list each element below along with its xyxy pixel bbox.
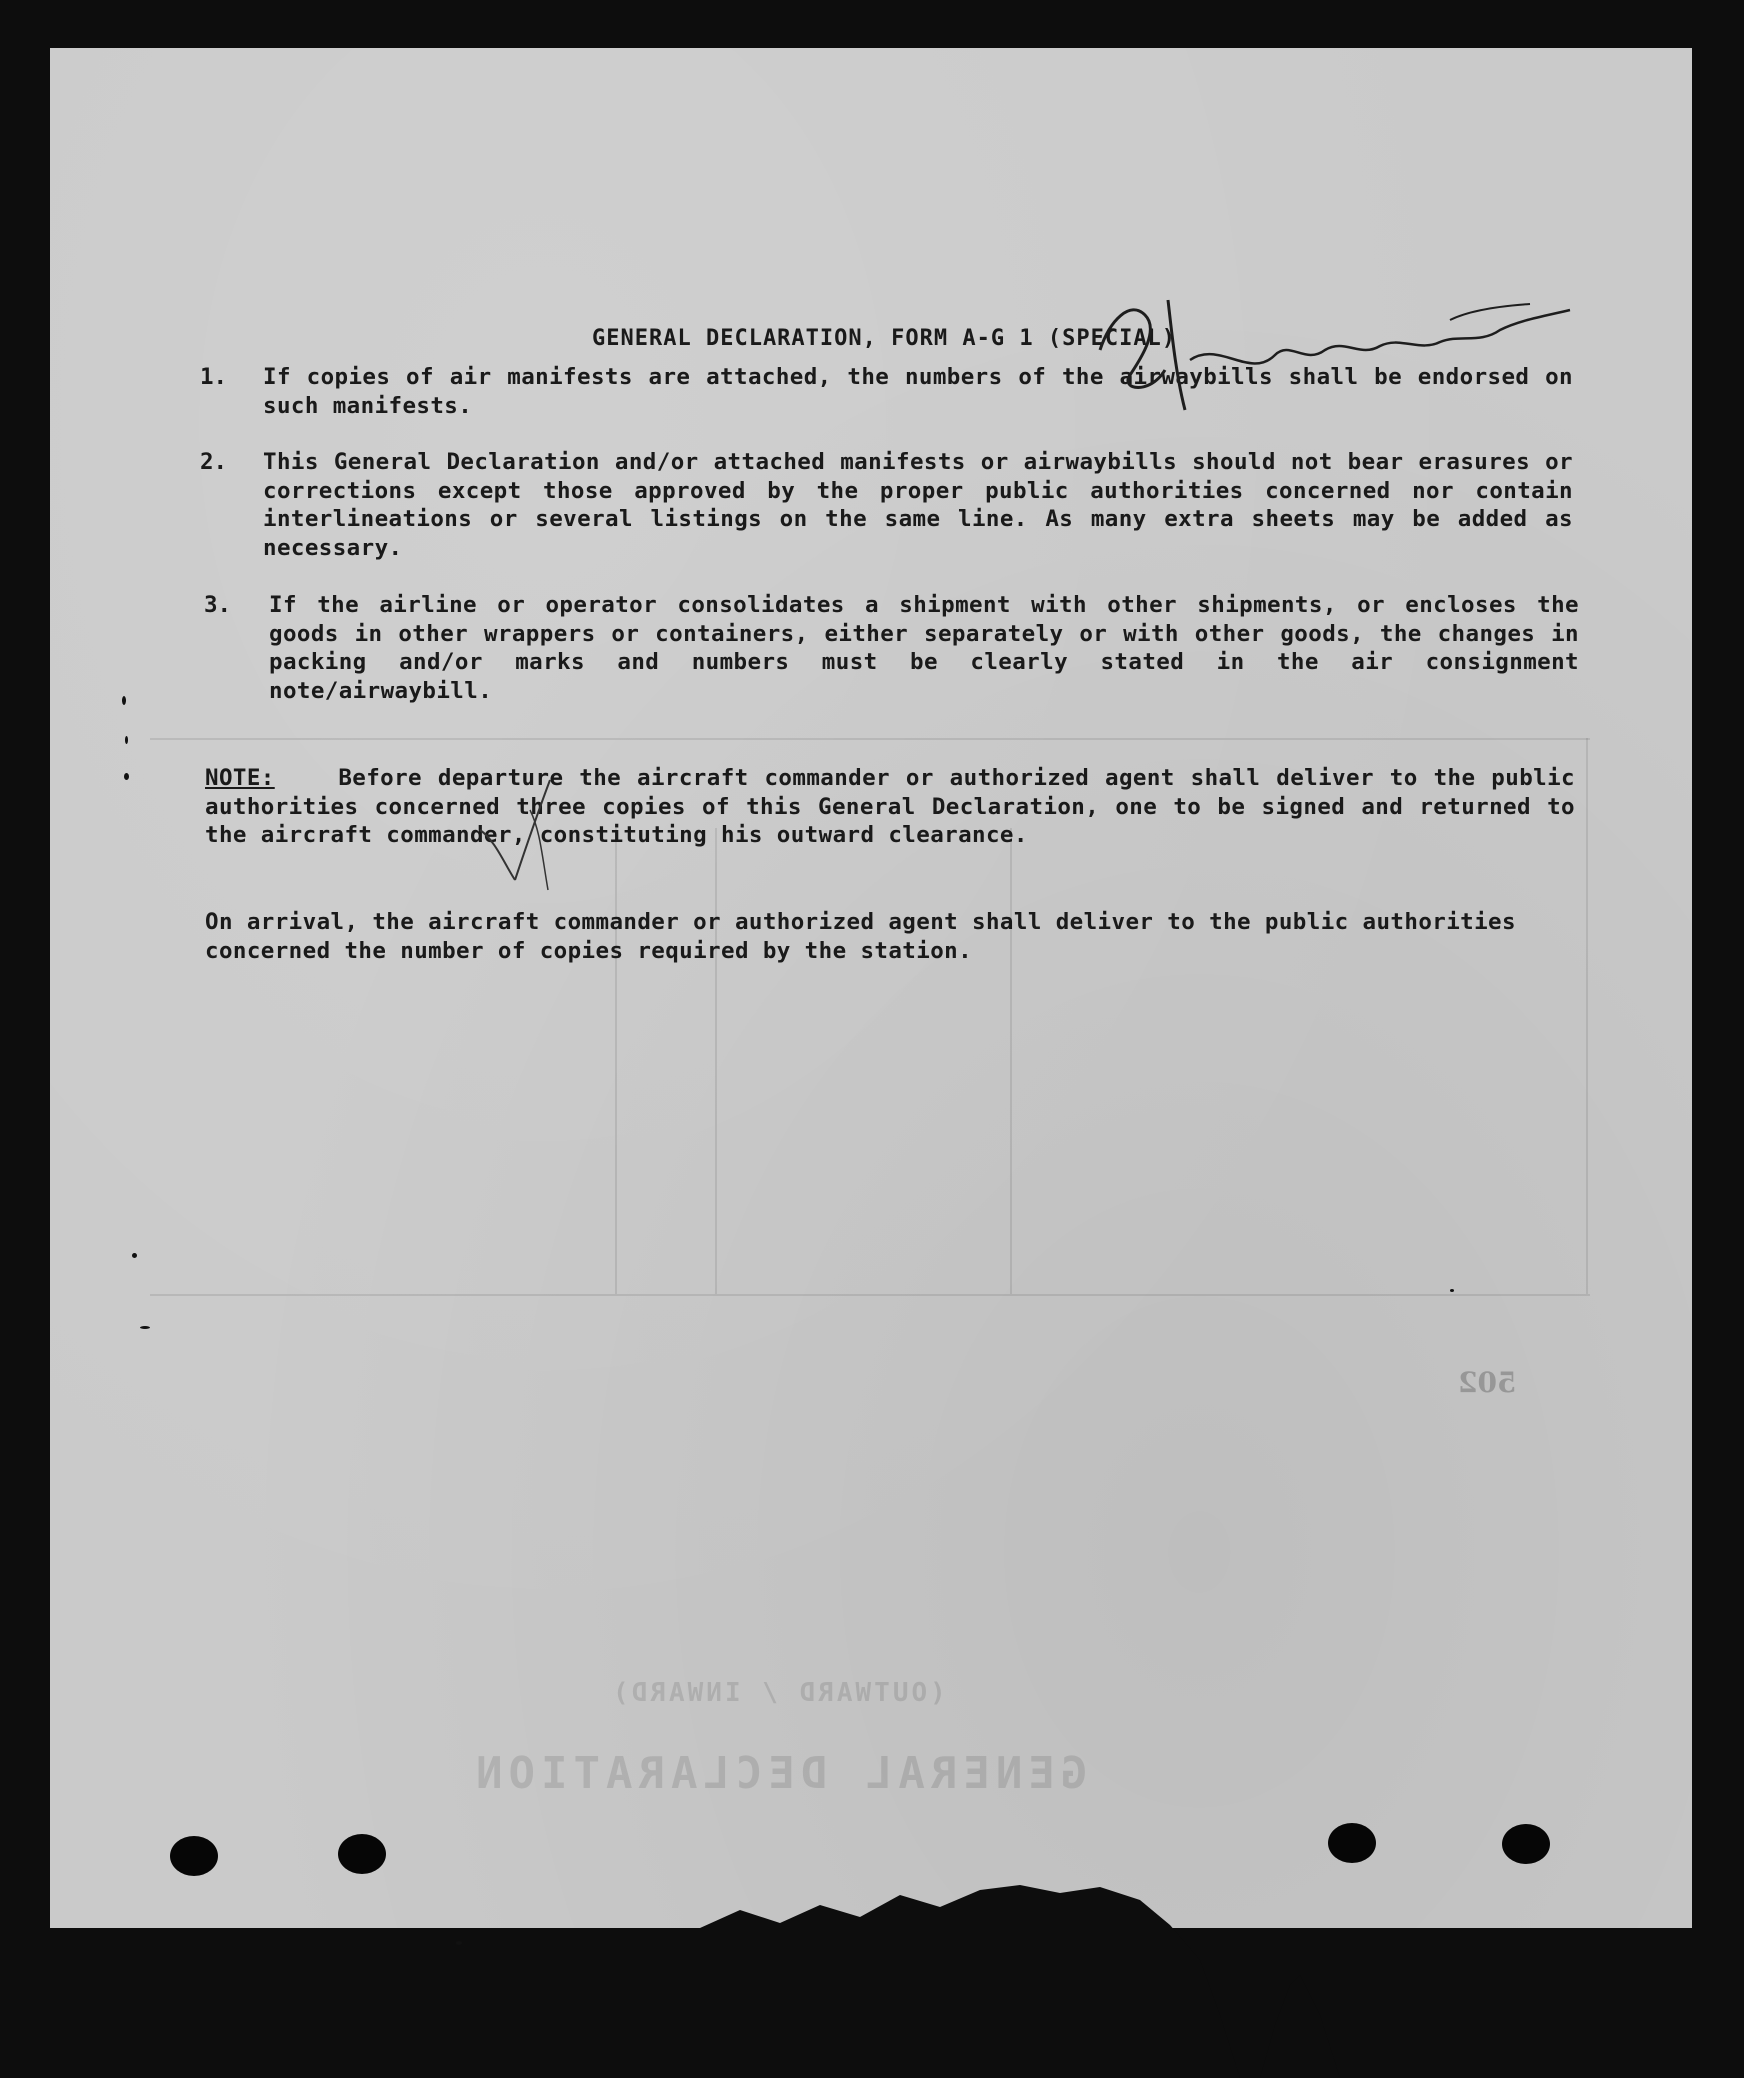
note-text: Before departure the aircraft commander or authorized agent shall deliver to the public authorities concerned three copies of this General Declaration, one to be signed and returned to the aircraft commander, constituting his outward clearance. — [205, 765, 1575, 848]
document-page — [50, 48, 1692, 1928]
bleed-through-header: GENERAL DECLARATION — [470, 1748, 1088, 1799]
bleed-through-subheader: (OUTWARD / INWARD) — [610, 1678, 946, 1708]
margin-speck — [132, 1253, 137, 1258]
torn-paper-edge — [700, 1865, 1420, 2078]
punch-hole — [1502, 1824, 1550, 1864]
note-paragraph — [205, 764, 1575, 850]
margin-speck — [1450, 1289, 1454, 1292]
item-text: If copies of air manifests are attached, the numbers of the airwaybills shall be endorsed on such manifests. — [263, 364, 1573, 419]
margin-speck — [140, 1326, 150, 1329]
margin-speck — [125, 736, 128, 744]
pencil-mark — [470, 770, 590, 900]
bleed-through-page-number: 502 — [1458, 1366, 1517, 1399]
page-title: GENERAL DECLARATION, FORM A-G 1 (SPECIAL) — [592, 326, 1177, 351]
handwritten-signature — [1090, 280, 1580, 420]
bleed-through-rule — [150, 738, 1590, 740]
item-text: This General Declaration and/or attached manifests or airwaybills should not bear erasures or corrections except those approved by the proper public authorities concerned nor contain interlineations or several listings on the same line. As many extra sheets may be added as necessary. — [263, 449, 1573, 561]
margin-speck — [122, 696, 126, 705]
bleed-through-rule — [1586, 738, 1588, 1294]
bleed-through-rule — [715, 828, 717, 1294]
arrival-paragraph: On arrival, the aircraft commander or authorized agent shall deliver to the public authorities concerned the number of copies required by the station. — [205, 909, 1516, 964]
bleed-through-rule — [150, 1294, 1590, 1296]
item-number: 1. — [200, 364, 228, 390]
margin-speck — [124, 773, 129, 780]
bleed-through-rule — [1010, 828, 1012, 1294]
bleed-through-rule — [615, 828, 617, 1294]
margin-speck — [456, 1941, 462, 1945]
punch-hole — [1328, 1823, 1376, 1863]
item-number: 3. — [204, 592, 232, 618]
item-text: If the airline or operator consolidates a shipment with other shipments, or encloses the goods in other wrappers or containers, either separately or with other goods, the changes in packing and/or marks and numbers must be clearly stated in the air consignment note/airwaybill. — [269, 592, 1579, 704]
punch-hole — [338, 1834, 386, 1874]
note-label: NOTE: — [205, 765, 275, 791]
punch-hole — [170, 1836, 218, 1876]
item-number: 2. — [200, 449, 228, 475]
